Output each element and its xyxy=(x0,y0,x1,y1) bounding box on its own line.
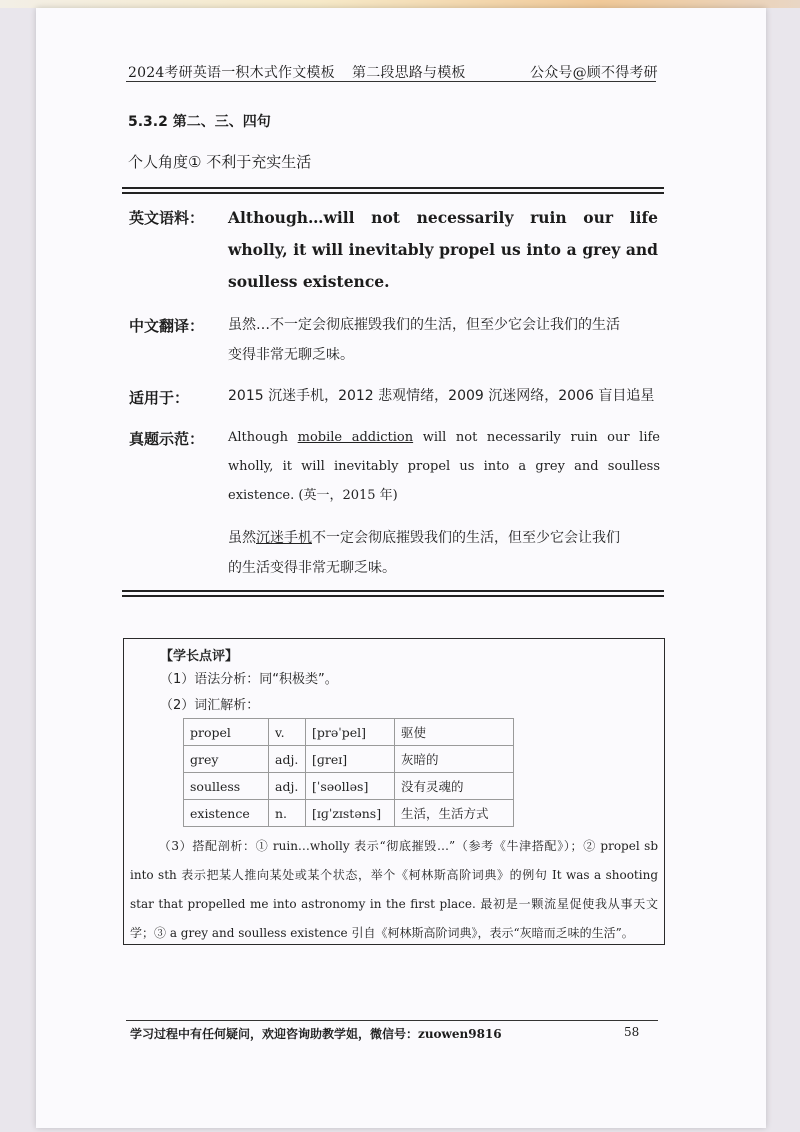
comment-item-vocab: （2）词汇解析： xyxy=(160,698,260,713)
header-account: 公众号@顾不得考研 xyxy=(530,65,658,81)
footer-contact: 学习过程中有任何疑问，欢迎咨询助教学姐，微信号：zuowen9816 xyxy=(130,1027,502,1041)
table-row xyxy=(184,746,514,773)
comment-item-grammar: （1）语法分析：同“积极类”。 xyxy=(160,672,338,687)
vocab-ipa: [ˈsəolləs] xyxy=(306,773,395,800)
page-number: 58 xyxy=(624,1025,640,1039)
vocab-word: propel xyxy=(184,719,269,746)
header-chapter: 第二段思路与模板 xyxy=(352,65,466,81)
vocab-meaning: 没有灵魂的 xyxy=(395,773,514,800)
section-title: 5.3.2 第二、三、四句 xyxy=(128,114,271,130)
document-page xyxy=(36,8,766,1128)
vocab-word: grey xyxy=(184,746,269,773)
example-english xyxy=(228,423,660,510)
header-book-title: 2024考研英语一积木式作文模板 xyxy=(128,65,335,81)
vocab-pos: adj. xyxy=(269,746,306,773)
vocab-meaning: 生活，生活方式 xyxy=(395,800,514,827)
header-rule xyxy=(126,81,656,82)
collocation-text: （3）搭配剖析：① ruin…wholly 表示“彻底摧毁…”（参考《牛津搭配》）；② propel sb into sth 表示把某人推向某处或某个状态，举个《柯林斯高阶词典》的例句 It was a shooting star that propelled me into astronomy in the first place. 最初是一颗流星促使我从事天文学；③ a grey and soulless existence 引自《柯林斯高阶词典》，表示“灰暗而乏味的生活”。 xyxy=(130,839,658,940)
vocab-word: soulless xyxy=(184,773,269,800)
applies-label: 适用于： xyxy=(129,389,190,407)
example-zh-underlined: 沉迷手机 xyxy=(256,530,312,546)
example-label: 真题示范： xyxy=(129,430,205,448)
comment-title: 【学长点评】 xyxy=(160,649,239,664)
example-en-post: will not necessarily ruin our life wholly, it will inevitably propel us into a grey and soulless existence. (英一，2015 年) xyxy=(228,430,660,503)
page-edge-strip xyxy=(0,0,800,8)
top-double-rule-b xyxy=(122,192,664,194)
bottom-double-rule-b xyxy=(122,595,664,597)
chinese-line-1: 虽然…不一定会彻底摧毁我们的生活，但至少它会让我们的生活 xyxy=(228,317,620,333)
vocab-word: existence xyxy=(184,800,269,827)
vocab-ipa: [prəˈpel] xyxy=(306,719,395,746)
top-double-rule-a xyxy=(122,187,664,189)
table-row xyxy=(184,773,514,800)
vocab-ipa: [ɪɡˈzɪstəns] xyxy=(306,800,395,827)
english-text: Although…will not necessarily ruin our life wholly, it will inevitably propel us into a grey and soulless existence. xyxy=(228,208,658,291)
vocab-table xyxy=(183,718,514,827)
subtitle: 个人角度① 不利于充实生活 xyxy=(128,153,312,171)
vocab-pos: adj. xyxy=(269,773,306,800)
chinese-label: 中文翻译： xyxy=(129,317,205,335)
comment-item-collocation xyxy=(130,832,658,948)
vocab-pos: v. xyxy=(269,719,306,746)
example-zh-post: 不一定会彻底摧毁我们的生活，但至少它会让我们 xyxy=(312,530,620,546)
vocab-meaning: 驱使 xyxy=(395,719,514,746)
chinese-line-2: 变得非常无聊乏味。 xyxy=(228,347,354,363)
vocab-ipa: [ɡreɪ] xyxy=(306,746,395,773)
table-row xyxy=(184,800,514,827)
bottom-double-rule-a xyxy=(122,590,664,592)
example-en-underlined: mobile addiction xyxy=(297,430,414,445)
vocab-pos: n. xyxy=(269,800,306,827)
vocab-meaning: 灰暗的 xyxy=(395,746,514,773)
example-chinese-line-1 xyxy=(228,523,620,553)
applies-text: 2015 沉迷手机，2012 悲观情绪，2009 沉迷网络，2006 盲目追星 xyxy=(228,388,655,404)
table-row xyxy=(184,719,514,746)
english-label: 英文语料： xyxy=(129,209,205,227)
example-zh-pre: 虽然 xyxy=(228,530,256,546)
example-en-pre: Although xyxy=(228,430,298,445)
example-chinese-line-2: 的生活变得非常无聊乏味。 xyxy=(228,560,396,576)
footer-rule xyxy=(126,1020,658,1021)
